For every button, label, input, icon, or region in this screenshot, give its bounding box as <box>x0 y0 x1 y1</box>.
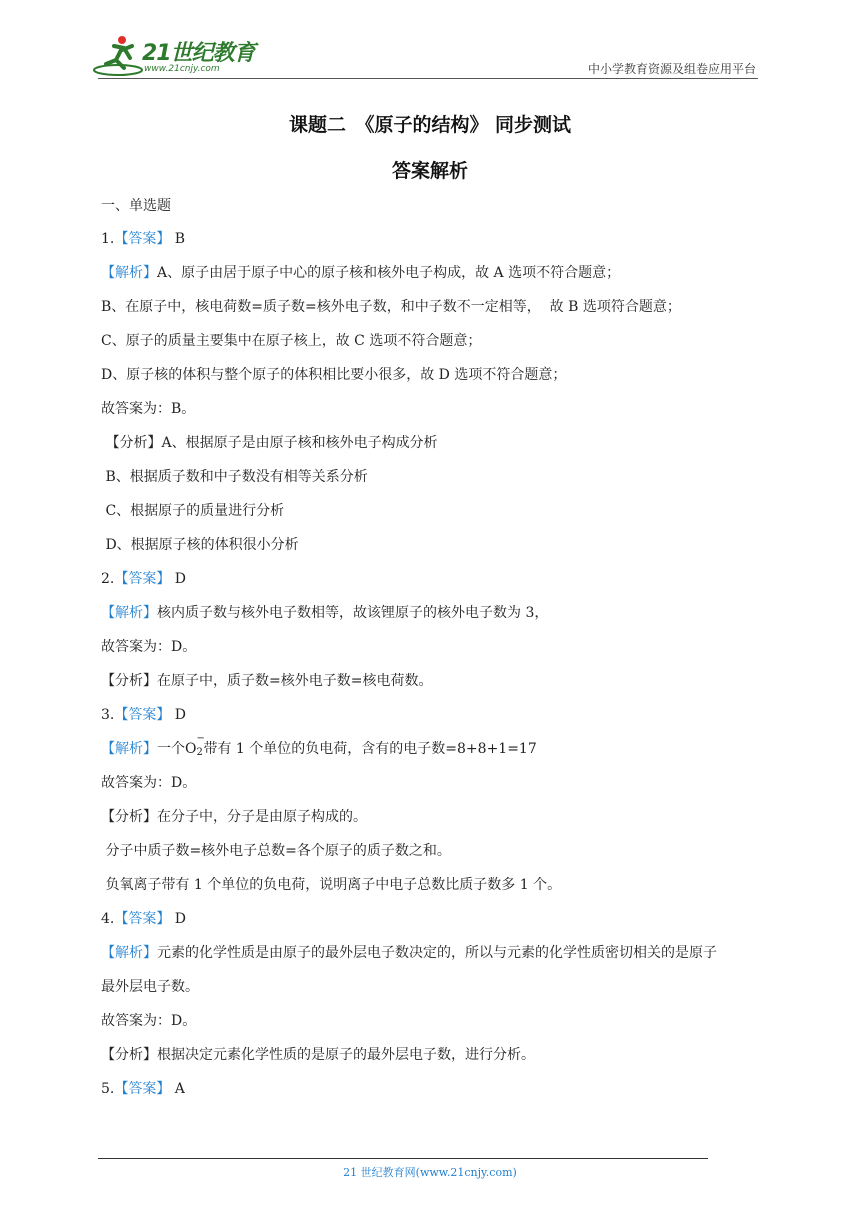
runner-icon <box>92 34 144 78</box>
site-tagline: 中小学教育资源及组卷应用平台 <box>587 62 756 76</box>
question-number: 3. <box>101 707 115 723</box>
note-line: 【分析】A、根据原子是由原子核和核外电子构成分析 <box>105 435 438 451</box>
analysis-line: D、原子核的体积与整个原子的体积相比要小很多，故 D 选项不符合题意； <box>101 367 567 383</box>
section-heading: 一、单选题 <box>101 198 171 214</box>
footer-link[interactable]: 21 世纪教育网(www.21cnjy.com) <box>343 1166 517 1179</box>
note-line: B、根据质子数和中子数没有相等关系分析 <box>101 469 368 485</box>
page-subtitle: 答案解析 <box>391 160 468 182</box>
analysis-tag: 【解析】 <box>101 741 157 757</box>
answer-line-1 <box>101 229 771 249</box>
analysis-tag: 【解析】 <box>101 265 157 281</box>
analysis-line: 【解析】核内质子数与核外电子数相等，故该锂原子的核外电子数为 3， <box>101 605 549 621</box>
analysis-line: 【解析】A、原子由居于原子中心的原子核和核外电子构成，故 A 选项不符合题意； <box>101 265 621 281</box>
answer-tag: 【答案】 <box>114 1081 171 1097</box>
footer-divider <box>98 1158 708 1159</box>
page-header <box>0 0 860 80</box>
note-tag: 【分析】 <box>105 435 162 451</box>
answer-line-5 <box>101 1079 771 1099</box>
analysis-line: C、原子的质量主要集中在原子核上，故 C 选项不符合题意； <box>101 333 482 349</box>
note-line: 【分析】在原子中，质子数=核外电子数=核电荷数。 <box>101 673 433 689</box>
header-divider <box>98 78 758 79</box>
answer-value: B <box>170 231 186 247</box>
note-tag: 【分析】 <box>101 1047 157 1063</box>
note-tag: 【分析】 <box>101 673 157 689</box>
answer-value: D <box>170 571 187 587</box>
logo-url: www.21cnjy.com <box>144 64 220 74</box>
answer-tag: 【答案】 <box>114 911 171 927</box>
analysis-tag: 【解析】 <box>101 605 157 621</box>
note-line: D、根据原子核的体积很小分析 <box>101 537 299 553</box>
answer-value: D <box>170 707 187 723</box>
note-line: 【分析】在分子中，分子是由原子构成的。 <box>101 809 367 825</box>
site-logo <box>92 34 262 78</box>
answer-tag: 【答案】 <box>114 707 171 723</box>
note-line: 负氧离子带有 1 个单位的负电荷，说明离子中电子总数比质子数多 1 个。 <box>101 877 562 893</box>
logo-text: 21世纪教育 <box>142 41 255 66</box>
analysis-tag: 【解析】 <box>101 945 157 961</box>
analysis-line: 最外层电子数。 <box>101 979 199 995</box>
question-number: 2. <box>101 571 115 587</box>
answer-value: A <box>170 1081 185 1097</box>
analysis-line: 故答案为：D。 <box>101 639 197 655</box>
analysis-line: 故答案为：D。 <box>101 1013 197 1029</box>
answer-value: D <box>170 911 187 927</box>
answer-tag: 【答案】 <box>114 571 171 587</box>
answer-tag: 【答案】 <box>114 231 171 247</box>
note-tag: 【分析】 <box>101 809 157 825</box>
ion-formula: O − 2 <box>185 733 205 758</box>
analysis-line: 故答案为：D。 <box>101 775 197 791</box>
question-number: 1. <box>101 231 115 247</box>
question-number: 4. <box>101 911 115 927</box>
note-line: C、根据原子的质量进行分析 <box>101 503 285 519</box>
analysis-line: 【解析】元素的化学性质是由原子的最外层电子数决定的，所以与元素的化学性质密切相关的是原子 <box>101 945 717 961</box>
answer-line-2 <box>101 569 771 589</box>
note-line: 分子中质子数=核外电子总数=各个原子的质子数之和。 <box>101 843 451 859</box>
answer-line-4 <box>101 909 771 929</box>
answer-line-3 <box>101 705 771 725</box>
note-line: 【分析】根据决定元素化学性质的是原子的最外层电子数，进行分析。 <box>101 1047 535 1063</box>
page-title: 课题二 《原子的结构》 同步测试 <box>288 114 572 136</box>
analysis-line: B、在原子中，核电荷数=质子数=核外电子数，和中子数不一定相等， 故 B 选项符合题意； <box>101 299 681 315</box>
analysis-line: 故答案为：B。 <box>101 401 196 417</box>
analysis-line: 【解析】一个O − 2 带有 1 个单位的负电荷，含有的电子数=8+8+1=17 <box>101 733 537 758</box>
question-number: 5. <box>101 1081 115 1097</box>
